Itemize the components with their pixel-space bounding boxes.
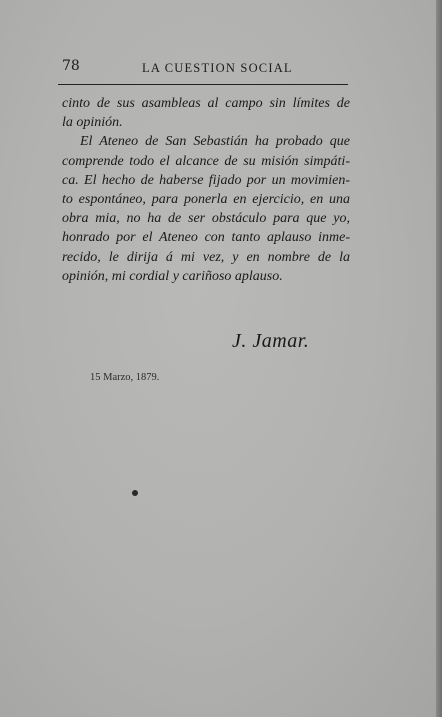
text-line: obra mia, no ha de ser obstáculo para que yo, (62, 211, 350, 227)
ink-spot (132, 490, 138, 496)
signature: J. Jamar. (232, 330, 310, 352)
page-number: 78 (62, 58, 80, 74)
page-edge-shadow (436, 0, 442, 717)
page-header (58, 58, 348, 80)
body-text (62, 94, 350, 286)
text-line: comprende todo el alcance de su misión simpáti- (62, 153, 350, 169)
text-line: opinión, mi cordial y cariñoso aplauso. (62, 268, 283, 284)
header-rule (58, 84, 348, 85)
text-line: cinto de sus asambleas al campo sin límites de (62, 96, 350, 111)
text-line: la opinión. (62, 115, 123, 131)
date-line: 15 Marzo, 1879. (90, 372, 160, 383)
running-title: LA CUESTION SOCIAL (142, 61, 293, 75)
text-line: El Ateneo de San Sebastián ha probado que (80, 134, 350, 150)
text-line: honrado por el Ateneo con tanto aplauso inme- (62, 230, 350, 246)
text-line: to espontáneo, para ponerla en ejercicio, en una (62, 192, 350, 208)
text-line: ca. El hecho de haberse fijado por un movimien- (62, 172, 350, 188)
text-line: recido, le dirija á mi vez, y en nombre de la (62, 249, 350, 265)
